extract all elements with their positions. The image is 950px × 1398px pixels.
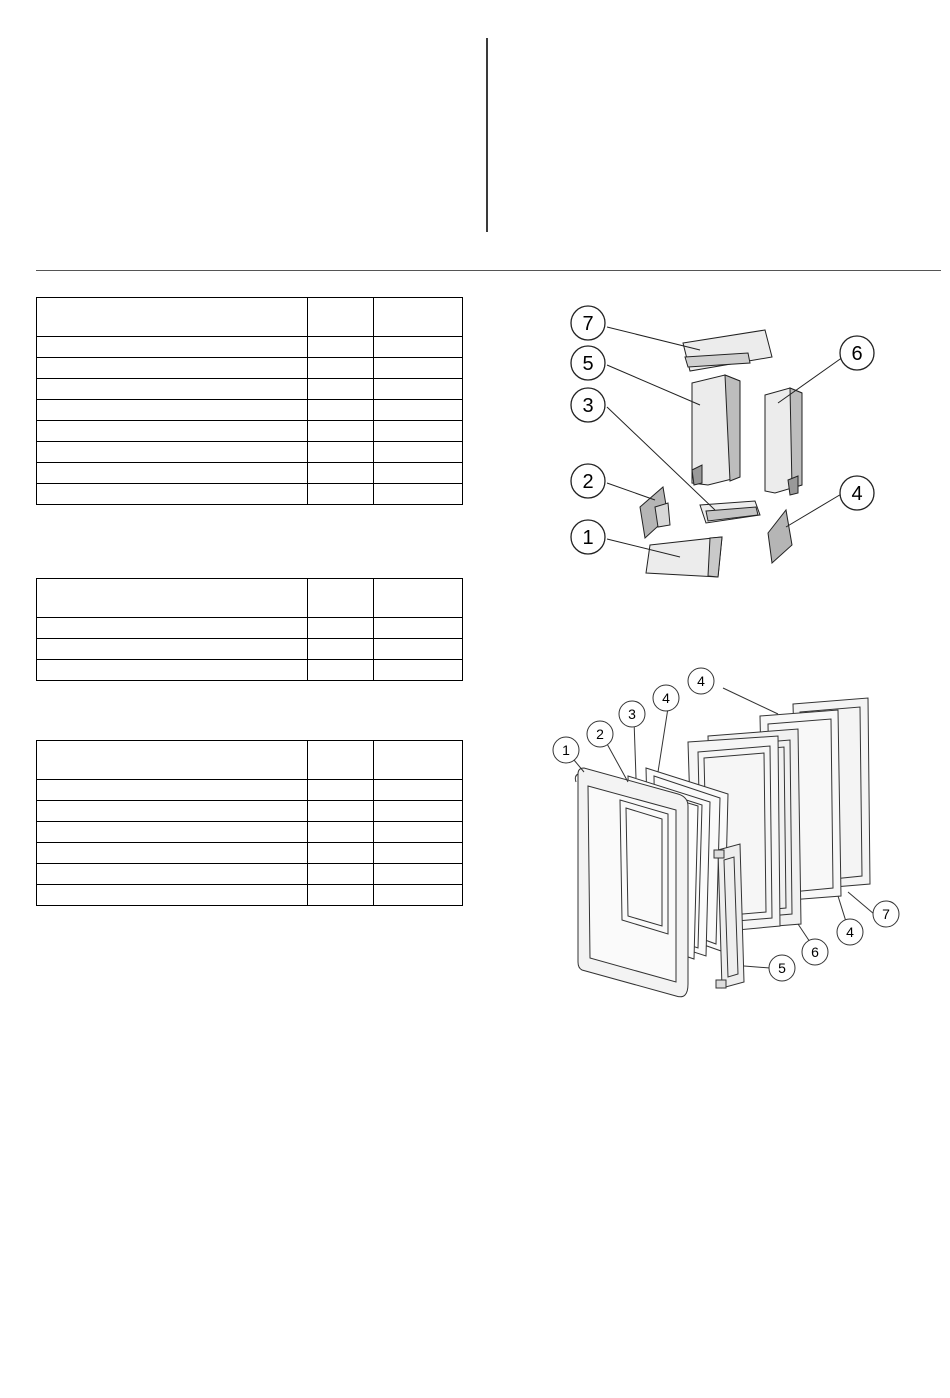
table-header-row [37, 298, 463, 337]
table-row [37, 801, 463, 822]
callout-3: 3 [582, 395, 594, 417]
parts-table-2 [36, 578, 463, 681]
table-row [37, 660, 463, 681]
liner-exploded-diagram [560, 295, 890, 595]
table-row [37, 400, 463, 421]
column-divider [486, 38, 488, 232]
door-exploded-diagram [548, 664, 918, 1012]
table-row [37, 618, 463, 639]
table-row [37, 463, 463, 484]
door-callout-5: 5 [778, 960, 786, 976]
table-row [37, 484, 463, 505]
table-header-row [37, 579, 463, 618]
table-row [37, 885, 463, 906]
table-row [37, 442, 463, 463]
table-row [37, 379, 463, 400]
table-row [37, 864, 463, 885]
door-callout-7: 7 [882, 906, 890, 922]
table-row [37, 822, 463, 843]
door-callout-3: 3 [628, 706, 636, 722]
callout-5: 5 [582, 353, 594, 375]
callout-4: 4 [851, 483, 863, 505]
door-callout-1: 1 [562, 742, 570, 758]
table-row [37, 337, 463, 358]
table-row [37, 358, 463, 379]
section-divider [36, 270, 941, 271]
callout-7: 7 [582, 313, 594, 335]
table-header-row [37, 741, 463, 780]
door-callout-4-rear: 4 [697, 673, 705, 689]
door-callout-4-lower: 4 [846, 924, 854, 940]
parts-table-3 [36, 740, 463, 906]
table-row [37, 421, 463, 442]
parts-table-1 [36, 297, 463, 505]
callout-2: 2 [582, 471, 594, 493]
door-callout-6: 6 [811, 944, 819, 960]
table-row [37, 780, 463, 801]
door-callout-2: 2 [596, 726, 604, 742]
table-row [37, 843, 463, 864]
part-4-shape [768, 510, 792, 563]
callout-6: 6 [851, 343, 863, 365]
door-callout-4-front: 4 [662, 690, 670, 706]
callout-1: 1 [582, 527, 594, 549]
table-row [37, 639, 463, 660]
